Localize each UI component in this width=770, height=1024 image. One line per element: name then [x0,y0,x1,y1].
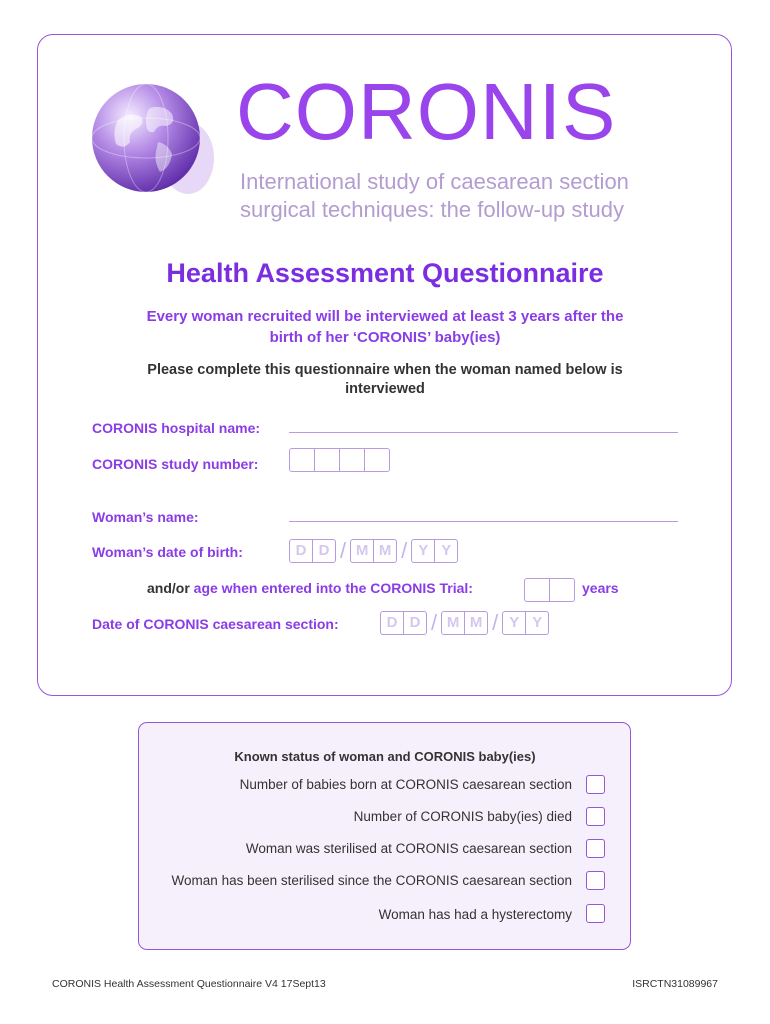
digit-box[interactable] [365,449,389,471]
sterilised-since-checkbox[interactable] [586,871,605,890]
babies-born-checkbox[interactable] [586,775,605,794]
age-prefix: and/or [147,580,190,596]
year-box[interactable]: Y [412,540,435,562]
digit-box[interactable] [550,579,574,601]
digit-box[interactable] [315,449,340,471]
day-box[interactable]: D [381,612,404,634]
age-label [147,580,473,596]
month-box[interactable]: M [442,612,465,634]
day-box[interactable]: D [409,614,421,631]
subtitle-line-2: surgical techniques: the follow-up study [240,197,624,222]
status-item-sterilised-since: Woman has been sterilised since the CORONIS caesarean section [171,873,572,888]
woman-name-label: Woman’s name: [92,509,199,525]
status-item-sterilised-at-cs: Woman was sterilised at CORONIS caesarean section [245,841,572,856]
dob-year[interactable] [411,539,458,563]
dob-month[interactable] [350,539,397,563]
years-label: years [582,580,619,596]
dob-label: Woman’s date of birth: [92,544,243,560]
woman-name-field[interactable] [289,521,678,522]
date-separator: / [401,538,408,563]
month-box[interactable]: M [469,614,483,631]
cs-date-field[interactable] [380,610,549,636]
footer-left: CORONIS Health Assessment Questionnaire V4 17Sept13 [52,978,326,990]
cs-month[interactable] [441,611,488,635]
hysterectomy-checkbox[interactable] [586,904,605,923]
page-title: Health Assessment Questionnaire [166,258,604,288]
intro-text [80,306,690,348]
instructions-line-2: interviewed [345,381,425,397]
year-box[interactable]: Y [532,614,543,631]
instructions-line-1: Please complete this questionnaire when the woman named below is [147,362,623,378]
date-separator: / [492,610,499,635]
cs-date-label: Date of CORONIS caesarean section: [92,616,339,632]
globe-icon [88,80,216,198]
date-separator: / [340,538,347,563]
month-box[interactable]: M [378,542,392,559]
status-item-hysterectomy: Woman has had a hysterectomy [378,907,572,922]
intro-line-1: Every woman recruited will be interviewed at least 3 years after the [146,308,624,325]
age-label-text: age when entered into the CORONIS Trial: [193,580,473,596]
age-field[interactable] [524,578,575,602]
cs-day[interactable] [380,611,427,635]
subtitle [240,168,629,224]
footer-right: ISRCTN31089967 [632,978,718,990]
subtitle-line-1: International study of caesarean section [240,169,629,194]
intro-line-2: birth of her ‘CORONIS’ baby(ies) [269,329,501,346]
status-item-babies-born: Number of babies born at CORONIS caesarean section [239,777,572,792]
month-box[interactable]: M [351,540,374,562]
digit-box[interactable] [525,579,550,601]
day-box[interactable]: D [318,542,330,559]
status-title: Known status of woman and CORONIS baby(ies) [234,749,536,764]
year-box[interactable]: Y [503,612,526,634]
brand-title: CORONIS [236,67,617,156]
sterilised-at-cs-checkbox[interactable] [586,839,605,858]
digit-box[interactable] [290,449,315,471]
babies-died-checkbox[interactable] [586,807,605,826]
dob-field[interactable] [289,538,458,564]
hospital-name-field[interactable] [289,432,678,433]
dob-day[interactable] [289,539,336,563]
instructions-text [80,361,690,399]
year-box[interactable]: Y [441,542,452,559]
day-box[interactable]: D [290,540,313,562]
digit-box[interactable] [340,449,365,471]
date-separator: / [431,610,438,635]
hospital-name-label: CORONIS hospital name: [92,420,261,436]
study-number-field[interactable] [289,448,390,472]
cs-year[interactable] [502,611,549,635]
study-number-label: CORONIS study number: [92,456,259,472]
status-item-babies-died: Number of CORONIS baby(ies) died [353,809,572,824]
